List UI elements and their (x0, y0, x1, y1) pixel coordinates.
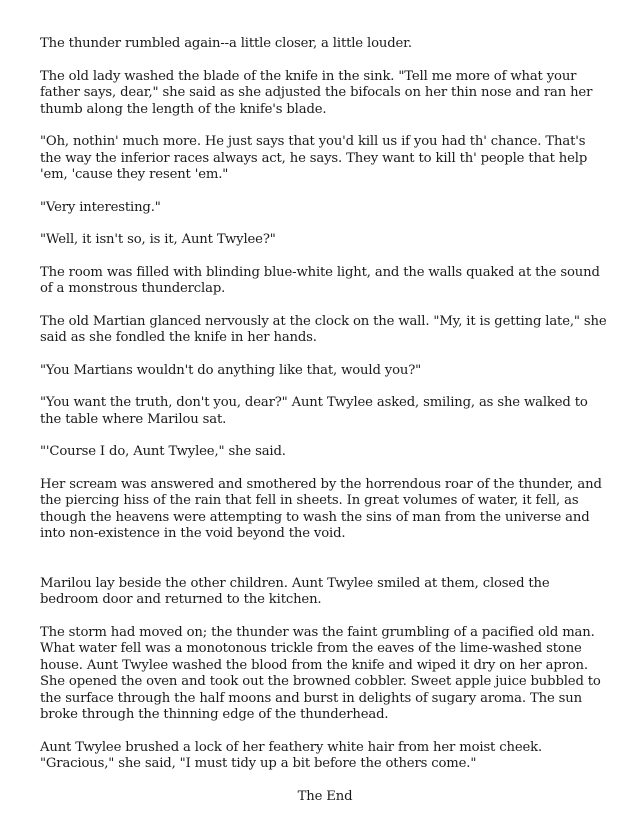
paragraph-8: "You Martians wouldn't do anything like that, would you?" (40, 362, 422, 378)
paragraph-7: The old Martian glanced nervously at the clock on the wall. "My, it is getting late," she said as she fondled the knife in her hands. (40, 313, 607, 345)
paragraph-12: Marilou lay beside the other children. Aunt Twylee smiled at them, closed the bedroom door and returned to the kitchen. (40, 575, 550, 607)
paragraph-4: "Very interesting." (40, 199, 161, 215)
story-page (40, 36, 610, 805)
paragraph-10: "'Course I do, Aunt Twylee," she said. (40, 444, 286, 459)
paragraph-6: The room was filled with blinding blue-white light, and the walls quaked at the sound of a monstrous thunderclap. (40, 264, 600, 296)
paragraph-3: "Oh, nothin' much more. He just says that you'd kill us if you had th' chance. That's the way the inferior races always act, he says. They want to kill th' people that help 'em, 'cause they resent 'em." (40, 134, 588, 182)
paragraph-1: The thunder rumbled again--a little closer, a little louder. (40, 36, 412, 51)
paragraph-14: Aunt Twylee brushed a lock of her feathery white hair from her moist cheek. "Gracious," she said, "I must tidy up a bit before the others come." (40, 739, 543, 771)
paragraph-2: The old lady washed the blade of the knife in the sink. "Tell me more of what your father says, dear," she said as she adjusted the bifocals on her thin nose and ran her thumb along the length of the knife's blade. (40, 68, 593, 117)
paragraph-11: Her scream was answered and smothered by the horrendous roar of the thunder, and the piercing hiss of the rain that fell in sheets. In great volumes of water, it fell, as though the heavens were attempting to wash the sins of man from the universe and into non-existence in the void beyond the void. (40, 476, 602, 541)
paragraph-9: "You want the truth, don't you, dear?" Aunt Twylee asked, smiling, as she walked to the table where Marilou sat. (40, 395, 588, 427)
the-end-label: The End (297, 788, 353, 804)
paragraph-5: "Well, it isn't so, is it, Aunt Twylee?" (40, 232, 276, 247)
paragraph-13: The storm had moved on; the thunder was the faint grumbling of a pacified old man. What water fell was a monotonous trickle from the eaves of the lime-washed stone house. Aunt Twylee washed the blood from the knife and wiped it dry on her apron. She opened the oven and took out the browned cobbler. Sweet apple juice bubbled to the surface through the half moons and burst in delights of sugary aroma. The sun broke through the thinning edge of the thunderhead. (40, 624, 601, 722)
